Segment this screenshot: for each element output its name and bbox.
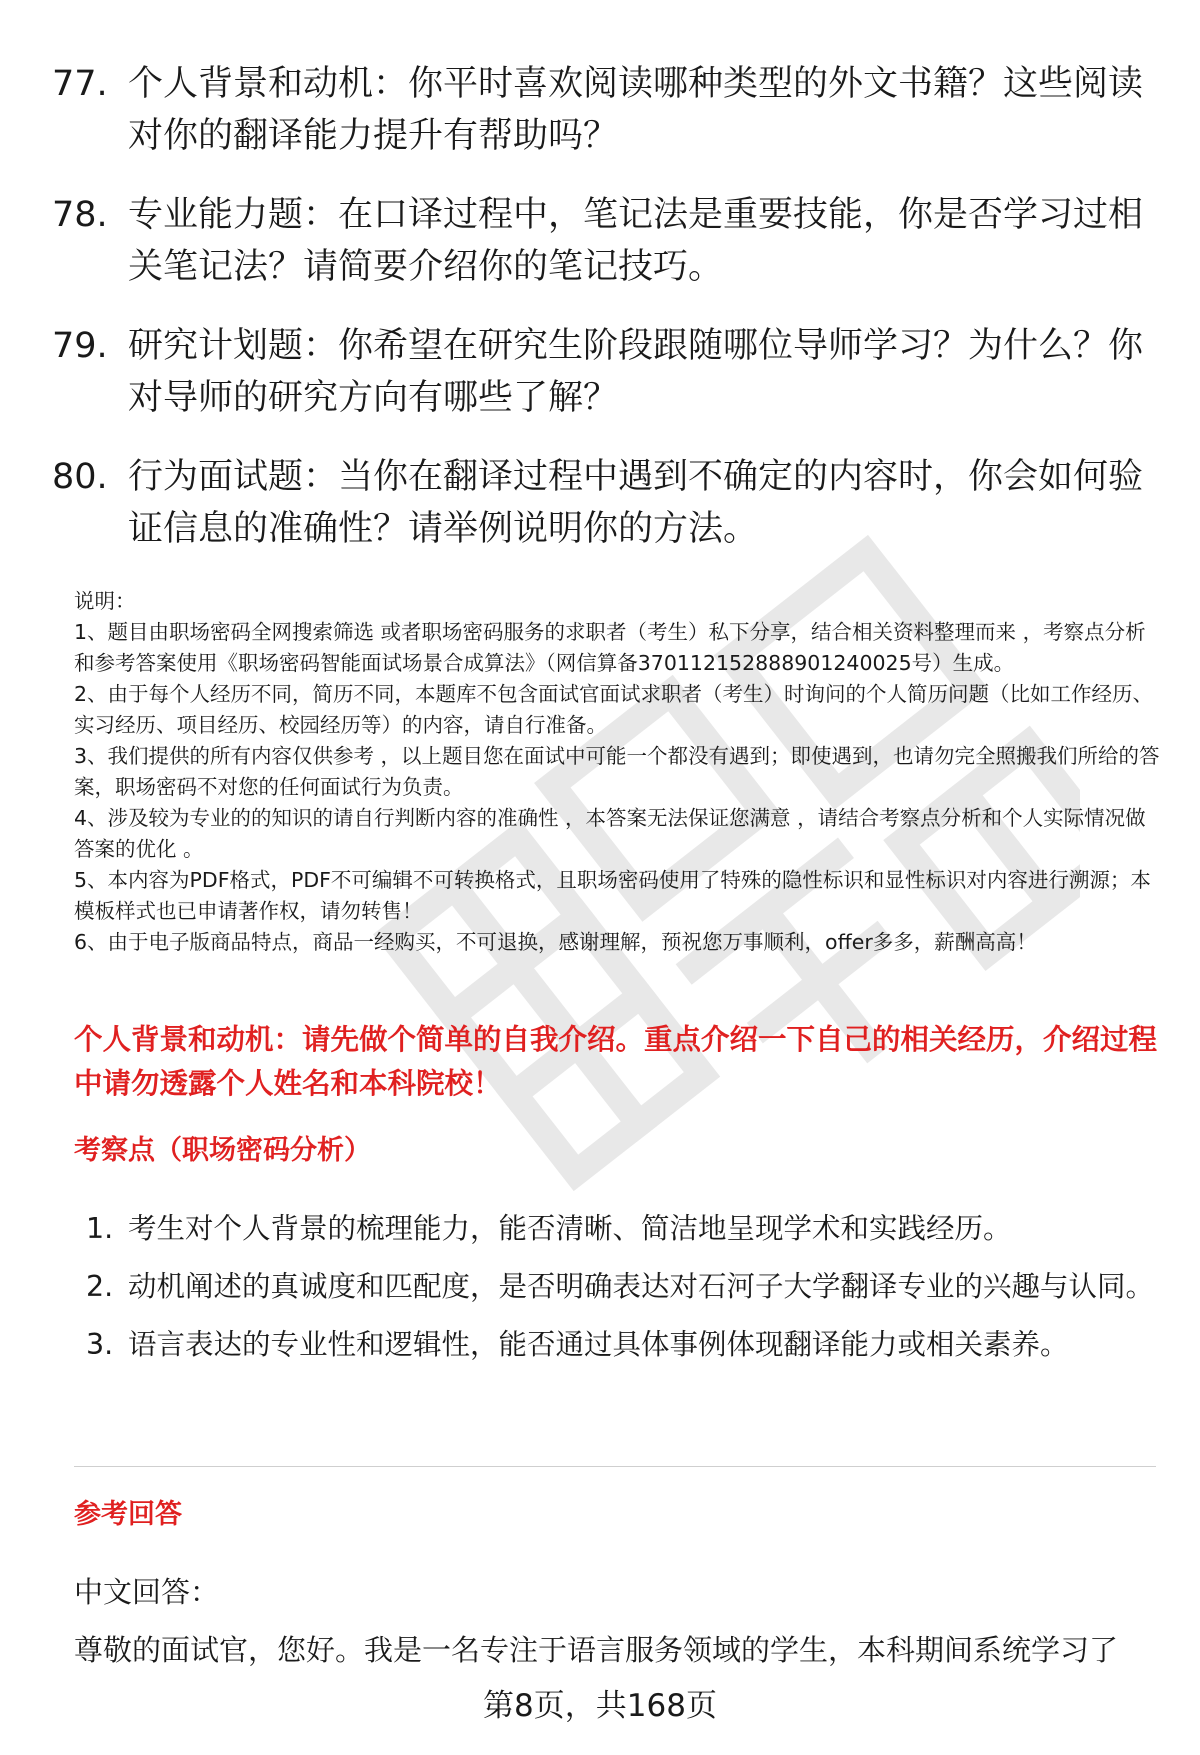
note-item: 2、由于每个人经历不同，简历不同，本题库不包含面试官面试求职者（考生）时询问的个人简历问题（比如工作经历、实习经历、项目经历、校园经历等）的内容，请自行准备。 [74, 682, 1154, 737]
note-item: 3、我们提供的所有内容仅供参考 ，以上题目您在面试中可能一个都没有遇到；即使遇到，也请勿完全照搬我们所给的答案，职场密码不对您的任何面试行为负责。 [74, 744, 1160, 799]
note-item: 6、由于电子版商品特点，商品一经购买，不可退换，感谢理解，预祝您万事顺利，offer多多，薪酬高高！ [74, 930, 1037, 954]
answer-text: 尊敬的面试官，您好。我是一名专注于语言服务领域的学生，本科期间系统学习了 [74, 1633, 1119, 1667]
question-item [52, 189, 1152, 293]
point-number: 1. [86, 1212, 114, 1245]
point-text: 考生对个人背景的梳理能力，能否清晰、简洁地呈现学术和实践经历。 [128, 1212, 1012, 1245]
question-text: 专业能力题：在口译过程中，笔记法是重要技能，你是否学习过相关笔记法？请简要介绍你的笔记技巧。 [128, 195, 1144, 287]
analysis-title: 考察点（职场密码分析） [74, 1135, 371, 1166]
question-number: 80. [52, 457, 108, 497]
point-text: 语言表达的专业性和逻辑性，能否通过具体事例体现翻译能力或相关素养。 [128, 1328, 1069, 1361]
question-number: 78. [52, 195, 108, 235]
note-item: 4、涉及较为专业的的知识的请自行判断内容的准确性 ，本答案无法保证您满意 ，请结合考察点分析和个人实际情况做答案的优化 。 [74, 806, 1146, 861]
featured-question: 个人背景和动机：请先做个简单的自我介绍。重点介绍一下自己的相关经历，介绍过程中请勿透露个人姓名和本科院校！ [74, 1023, 1158, 1100]
question-text: 研究计划题：你希望在研究生阶段跟随哪位导师学习？为什么？你对导师的研究方向有哪些了解？ [128, 326, 1144, 418]
reference-title: 参考回答 [74, 1499, 182, 1530]
question-list [52, 58, 1152, 582]
notes-title: 说明： [74, 589, 136, 613]
question-text: 行为面试题：当你在翻译过程中遇到不确定的内容时，你会如何验证信息的准确性？请举例说明你的方法。 [128, 457, 1144, 549]
point-number: 2. [86, 1270, 114, 1303]
point-number: 3. [86, 1328, 114, 1361]
note-item: 5、本内容为PDF格式，PDF不可编辑不可转换格式，且职场密码使用了特殊的隐性标识和显性标识对内容进行溯源；本模板样式也已申请著作权，请勿转售！ [74, 868, 1151, 923]
question-item [52, 451, 1152, 555]
disclaimer-notes [74, 586, 1164, 958]
analysis-points [86, 1200, 1166, 1374]
analysis-point [86, 1200, 1166, 1258]
question-item [52, 58, 1152, 162]
analysis-point [86, 1316, 1166, 1374]
analysis-point [86, 1258, 1166, 1316]
answer-label: 中文回答： [74, 1575, 220, 1609]
question-number: 77. [52, 64, 108, 104]
question-text: 个人背景和动机：你平时喜欢阅读哪种类型的外文书籍？这些阅读对你的翻译能力提升有帮助吗？ [128, 64, 1144, 156]
question-number: 79. [52, 326, 108, 366]
question-item [52, 320, 1152, 424]
point-text: 动机阐述的真诚度和匹配度，是否明确表达对石河子大学翻译专业的兴趣与认同。 [128, 1270, 1155, 1303]
page-number: 第8页，共168页 [483, 1688, 717, 1724]
section-divider [74, 1466, 1156, 1467]
note-item: 1、题目由职场密码全网搜索筛选 或者职场密码服务的求职者（考生）私下分享，结合相关资料整理而来 ，考察点分析和参考答案使用《职场密码智能面试场景合成算法》（网信算备370112152888901240025号）生成。 [74, 620, 1146, 675]
